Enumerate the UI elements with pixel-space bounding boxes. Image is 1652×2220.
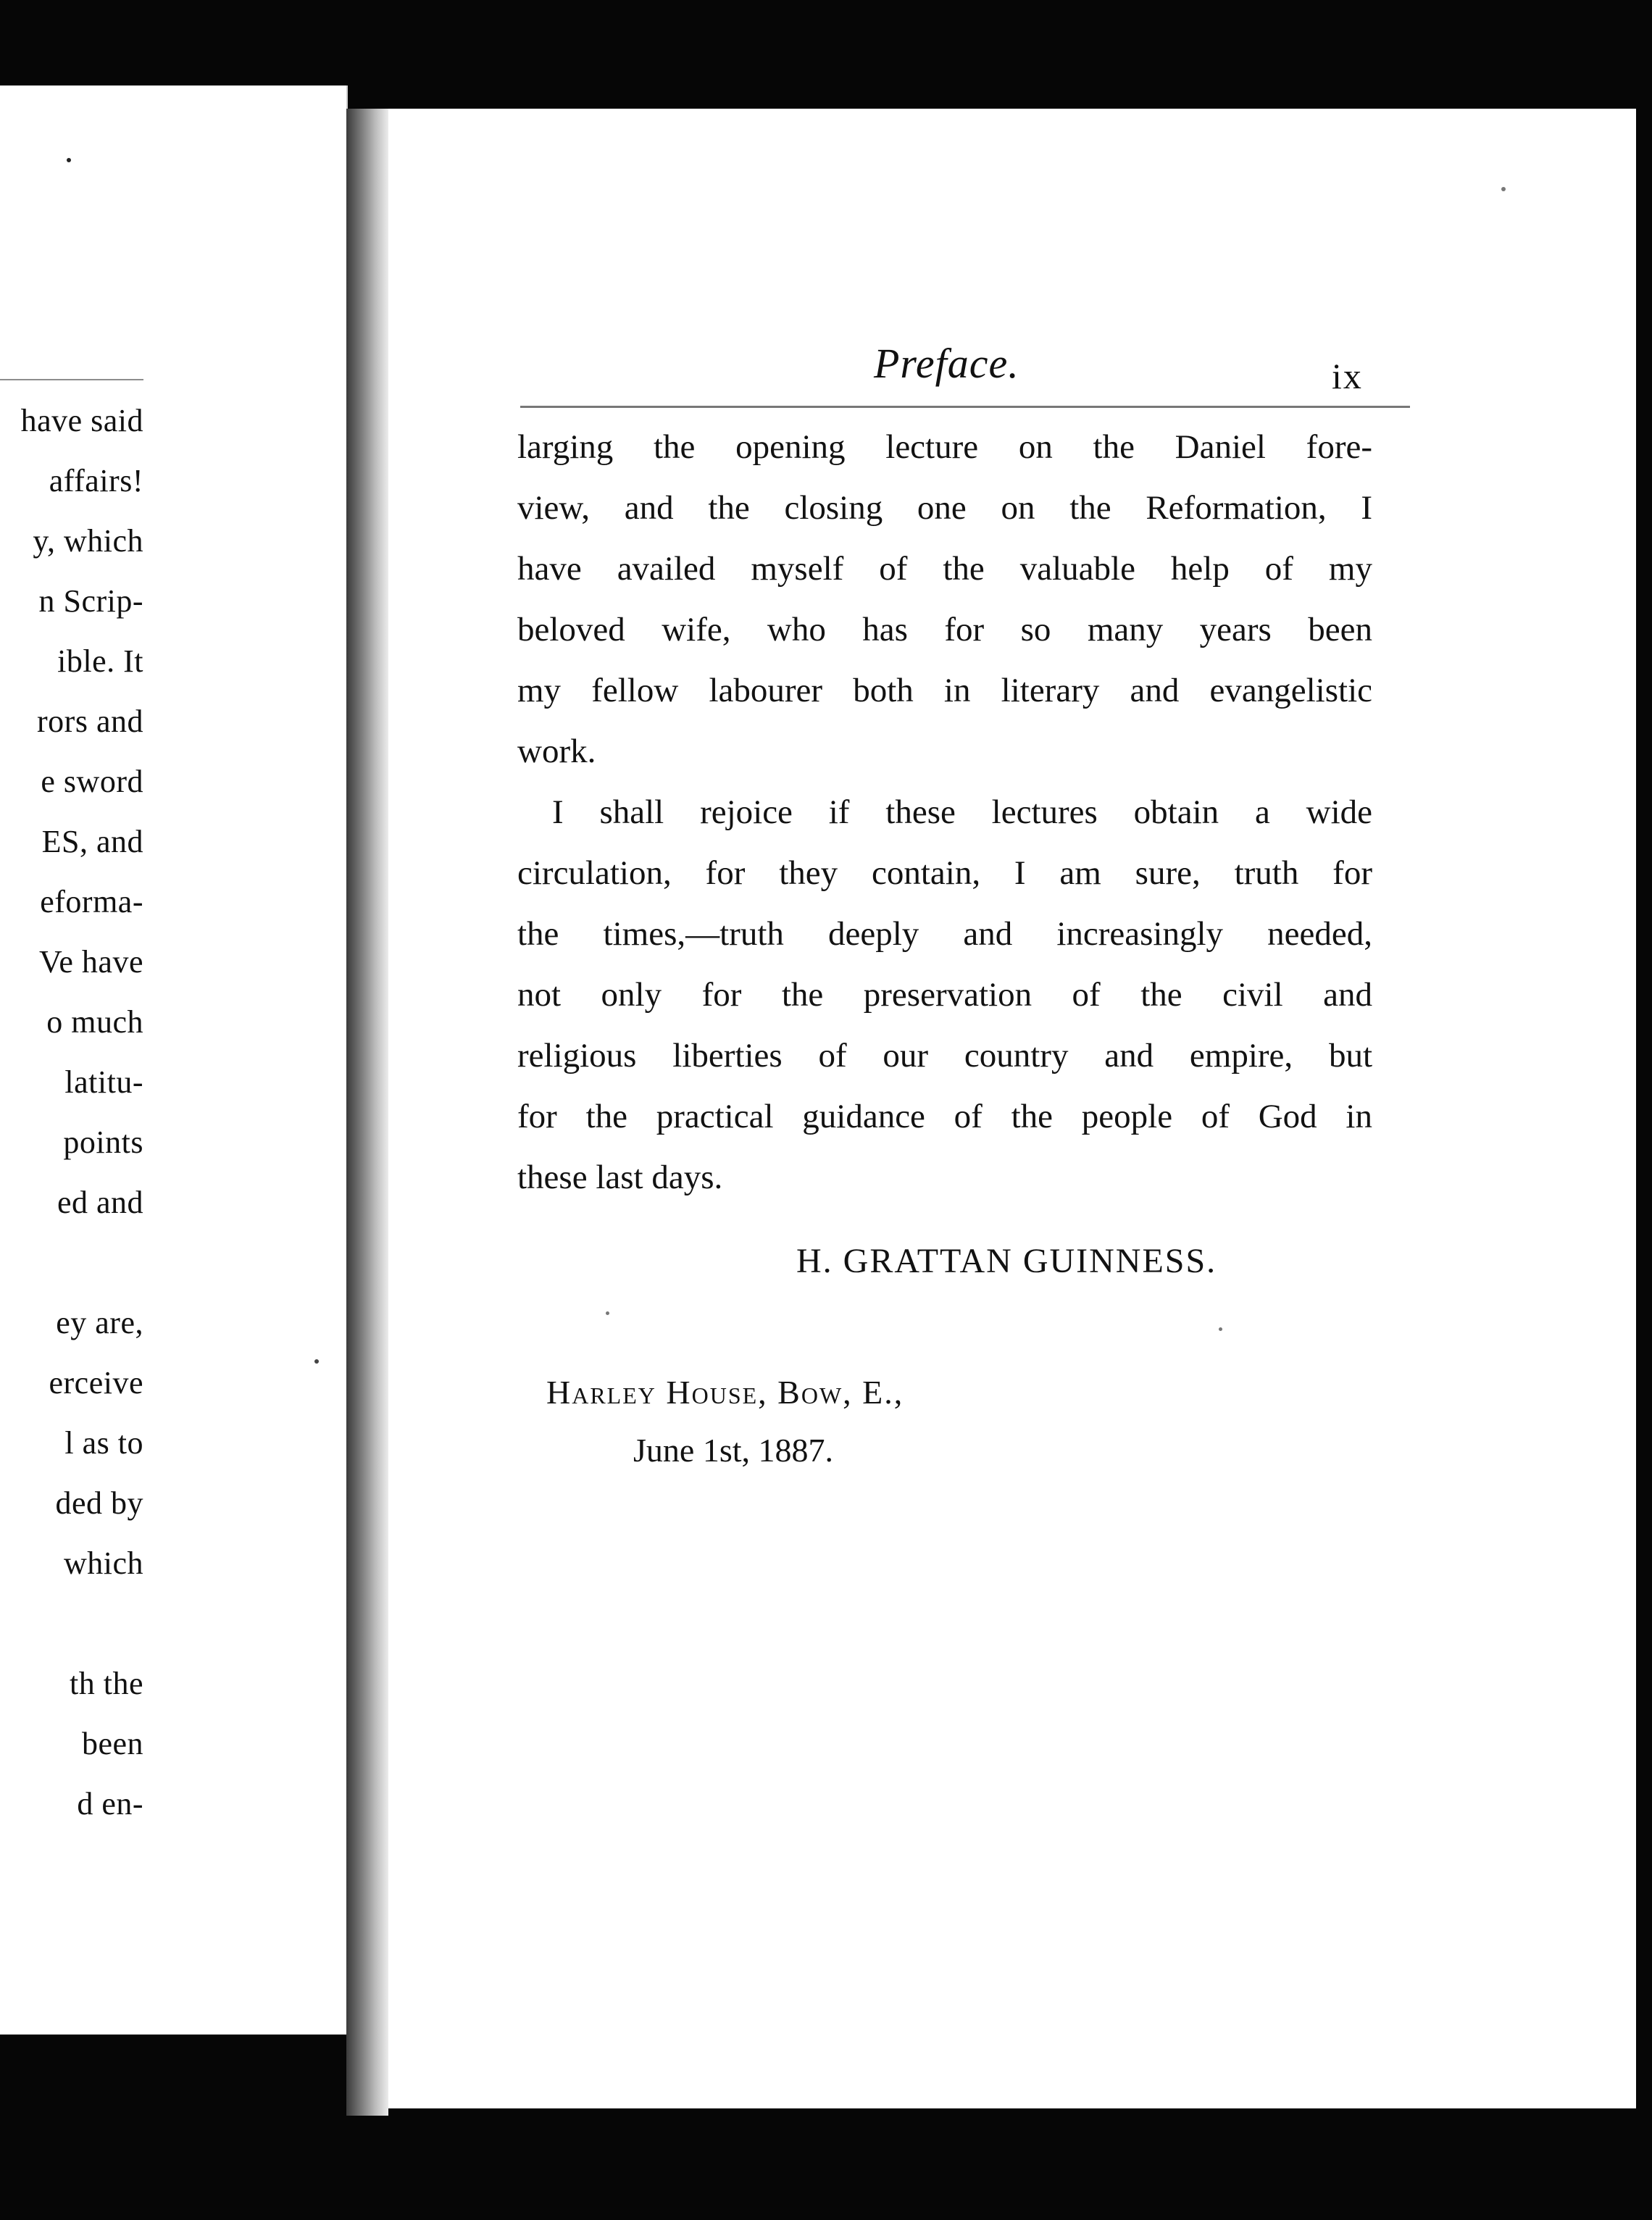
- previous-page-line: y, which: [33, 523, 143, 559]
- text-line: my fellow labourer both in literary and evangelistic: [517, 672, 1372, 709]
- current-page: [388, 109, 1636, 2108]
- previous-page-line: e sword: [41, 764, 143, 799]
- previous-page-line: ES, and: [41, 824, 143, 859]
- text-line: the times,—truth deeply and increasingly needed,: [517, 915, 1372, 953]
- previous-page-line: ed and: [57, 1185, 143, 1220]
- previous-page-line: latitu-: [64, 1064, 143, 1100]
- text-line: have availed myself of the valuable help of my: [517, 550, 1372, 588]
- text-line: not only for the preservation of the civil and: [517, 976, 1372, 1014]
- preface-date: June 1st, 1887.: [633, 1432, 833, 1469]
- text-line: larging the opening lecture on the Daniel fore-: [517, 428, 1372, 466]
- scan-speck: [1501, 187, 1506, 191]
- previous-page-line: points: [63, 1124, 143, 1160]
- previous-page-line: been: [81, 1726, 143, 1761]
- previous-page-line: n Scrip-: [38, 583, 143, 619]
- paragraph: [517, 417, 1372, 782]
- header-rule: [520, 406, 1410, 408]
- previous-page-line: Ve have: [39, 944, 143, 980]
- previous-page-line: d en-: [77, 1786, 143, 1822]
- author-address: Harley House, Bow, E.,: [546, 1374, 904, 1411]
- scan-speck: [314, 1359, 319, 1364]
- previous-page-line: erceive: [49, 1365, 143, 1401]
- preface-body: [517, 417, 1372, 1208]
- previous-page-line: ded by: [55, 1485, 143, 1521]
- previous-page-text: [0, 85, 152, 2035]
- scan-speck: [606, 1311, 609, 1315]
- previous-page-line: eforma-: [40, 884, 143, 919]
- previous-page-line: l as to: [64, 1425, 143, 1461]
- previous-page-line: have said: [20, 403, 143, 438]
- scan-speck: [1219, 1327, 1222, 1331]
- text-line: I shall rejoice if these lectures obtain a wide: [552, 793, 1372, 831]
- page-number: ix: [1332, 356, 1363, 396]
- previous-page-line: o much: [46, 1004, 143, 1040]
- text-line: these last days.: [517, 1159, 723, 1196]
- text-line: circulation, for they contain, I am sure, truth for: [517, 854, 1372, 892]
- author-signature: H. GRATTAN GUINNESS.: [796, 1242, 1217, 1280]
- paragraph: [517, 782, 1372, 1208]
- previous-page-line: ible. It: [57, 643, 143, 679]
- previous-page: [0, 85, 348, 2035]
- previous-page-line: ey are,: [56, 1305, 143, 1340]
- previous-page-line: which: [63, 1545, 143, 1581]
- text-line: view, and the closing one on the Reformation, I: [517, 489, 1372, 527]
- text-line: beloved wife, who has for so many years been: [517, 611, 1372, 648]
- previous-page-line: affairs!: [49, 463, 143, 498]
- running-title: Preface.: [874, 340, 1019, 387]
- book-gutter-shadow: [346, 109, 388, 2116]
- scan-speck: [67, 158, 71, 162]
- text-line: religious liberties of our country and empire, but: [517, 1037, 1372, 1074]
- previous-page-line: rors and: [37, 704, 143, 739]
- previous-page-line: th the: [70, 1666, 143, 1701]
- text-line: work.: [517, 733, 596, 770]
- text-line: for the practical guidance of the people of God in: [517, 1098, 1372, 1135]
